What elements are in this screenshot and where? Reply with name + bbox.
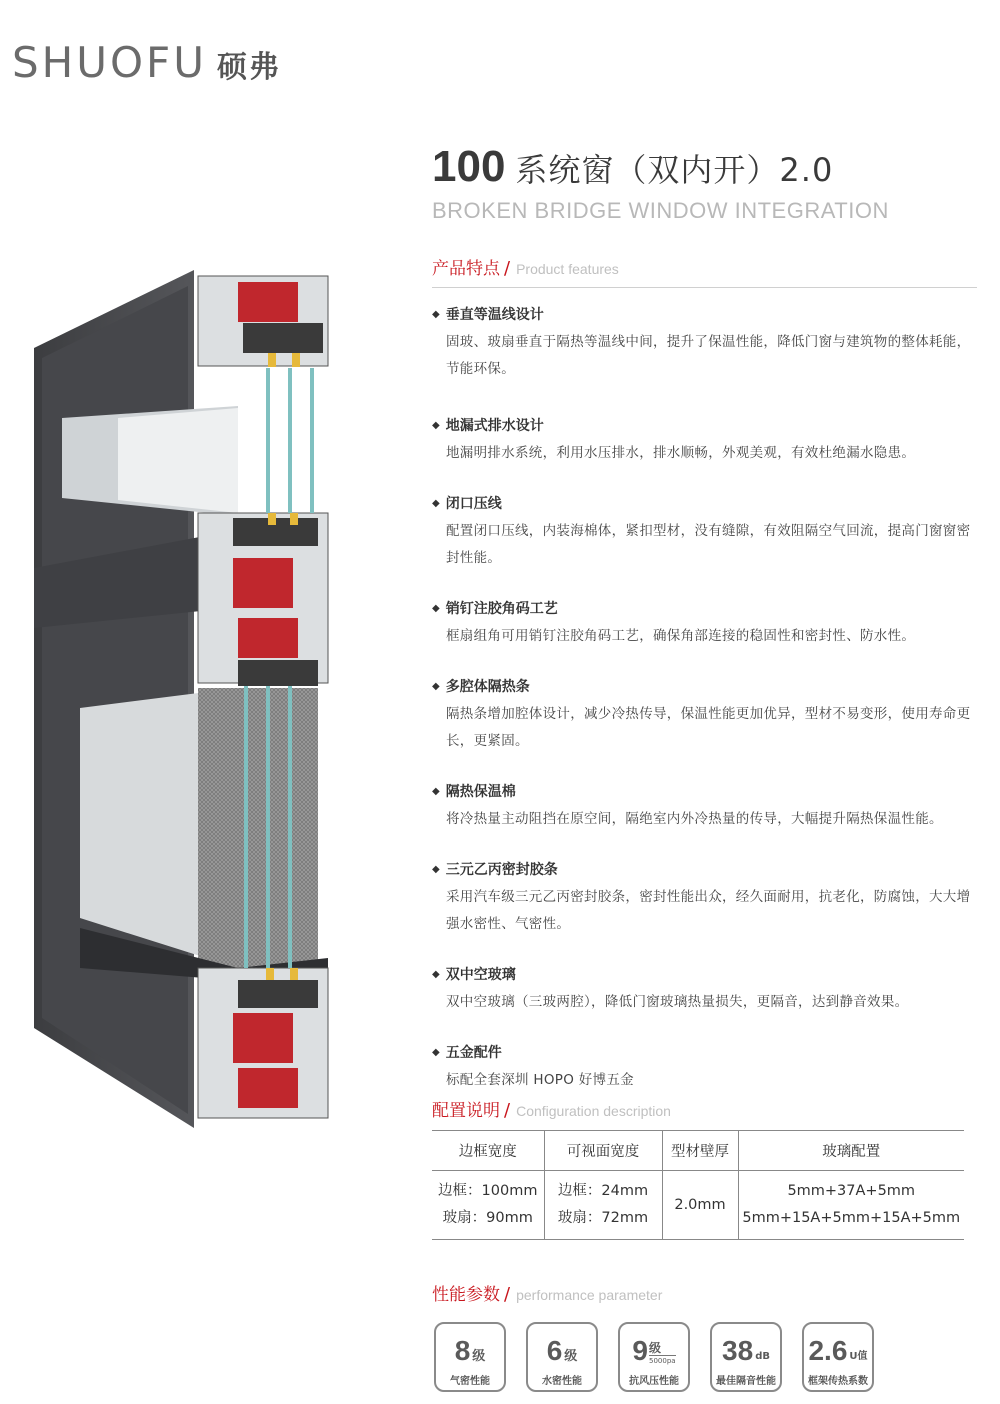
feature-desc: 将冷热量主动阻挡在原空间，隔绝室内外冷热量的传导，大幅提升隔热保温性能。: [446, 811, 943, 827]
badge-value: 6: [546, 1335, 563, 1366]
features-heading-en: Product features: [516, 261, 619, 277]
badge-label: 框架传热系数: [808, 1376, 868, 1387]
product-subtitle: BROKEN BRIDGE WINDOW INTEGRATION: [432, 198, 889, 223]
badge-unit-top: 级: [649, 1341, 662, 1355]
feature-item: [432, 304, 980, 383]
window-profile-illustration: [28, 268, 358, 1130]
feature-title: 地漏式排水设计: [445, 418, 544, 434]
table-cell: [432, 1171, 544, 1240]
feature-item: [432, 964, 980, 1016]
config-table: [432, 1130, 964, 1240]
badge-label: 气密性能: [450, 1376, 490, 1387]
cell-line: 玻扇：72mm: [557, 1210, 649, 1226]
feature-desc: 固玻、玻扇垂直于隔热等温线中间，提升了保温性能，降低门窗与建筑物的整体耗能，节能环保。: [446, 334, 971, 377]
feature-desc: 标配全套深圳 HOPO 好博五金: [446, 1072, 634, 1088]
badge-value: 2.6: [808, 1335, 848, 1366]
perf-heading: [432, 1280, 977, 1313]
badge-unit: dB: [755, 1351, 770, 1362]
profile-section-mid: [198, 513, 328, 686]
diamond-bullet-icon: ◆: [432, 863, 440, 875]
brand-name-cn: 硕弗: [216, 50, 281, 85]
product-title-block: [432, 142, 889, 224]
feature-item: [432, 781, 980, 833]
badge-unit: 级: [472, 1349, 486, 1364]
cell-line: 5mm+37A+5mm: [787, 1183, 916, 1199]
table-header-row: [432, 1131, 964, 1171]
feature-desc: 地漏明排水系统，利用水压排水，排水顺畅，外观美观，有效杜绝漏水隐患。: [446, 445, 916, 461]
feature-list: [432, 304, 980, 1094]
feature-title: 五金配件: [445, 1045, 502, 1061]
feature-title: 三元乙丙密封胶条: [445, 862, 558, 878]
config-heading: [432, 1096, 977, 1129]
badge-label: 最佳隔音性能: [716, 1376, 776, 1387]
feature-item: [432, 415, 980, 467]
badge-airtightness: [434, 1322, 506, 1392]
feature-item: [432, 676, 980, 755]
badge-value: 9: [632, 1335, 648, 1366]
feature-desc: 隔热条增加腔体设计，减少冷热传导，保温性能更加优异，型材不易变形，使用寿命更长，更紧固。: [446, 706, 971, 749]
badge-label: 抗风压性能: [629, 1376, 679, 1387]
profile-section-bottom: [198, 968, 328, 1118]
feature-desc: 采用汽车级三元乙丙密封胶条，密封性能出众，经久面耐用，抗老化，防腐蚀，大大增强水密性、气密性。: [446, 889, 971, 932]
badge-value: 38: [722, 1335, 754, 1366]
badge-watertightness: [526, 1322, 598, 1392]
profile-section-top: [198, 276, 328, 367]
brand-name-en: SHUOFU: [12, 38, 207, 87]
feature-desc: 框扇组角可用销钉注胶角码工艺，确保角部连接的稳固性和密封性、防水性。: [446, 628, 916, 644]
table-row: [432, 1171, 964, 1240]
product-title-number: 100: [432, 142, 506, 191]
diamond-bullet-icon: ◆: [432, 785, 440, 797]
diamond-bullet-icon: ◆: [432, 602, 440, 614]
cell-line: 边框：24mm: [557, 1183, 649, 1199]
product-title-cn: 系统窗（双内开）2.0: [515, 151, 834, 189]
features-heading-cn: 产品特点: [432, 259, 500, 279]
badge-label: 水密性能: [542, 1376, 582, 1387]
diamond-bullet-icon: ◆: [432, 968, 440, 980]
brand-logo: [12, 38, 281, 87]
table-header: 边框宽度: [432, 1131, 544, 1171]
table-header: 玻璃配置: [738, 1131, 964, 1171]
badge-wind-pressure: [618, 1322, 690, 1392]
feature-item: [432, 859, 980, 938]
feature-title: 垂直等温线设计: [445, 307, 544, 323]
heading-slash: /: [504, 258, 511, 279]
heading-slash: /: [504, 1100, 511, 1121]
table-cell: [544, 1171, 662, 1240]
feature-title: 双中空玻璃: [445, 967, 516, 983]
diamond-bullet-icon: ◆: [432, 419, 440, 431]
feature-item: [432, 1042, 980, 1094]
badge-value: 8: [454, 1335, 471, 1366]
diamond-bullet-icon: ◆: [432, 497, 440, 509]
badge-unit-bottom: 5000pa: [649, 1357, 676, 1365]
feature-desc: 双中空玻璃（三玻两腔），降低门窗玻璃热量损失，更隔音，达到静音效果。: [446, 994, 909, 1010]
feature-item: [432, 493, 980, 572]
perf-heading-en: performance parameter: [516, 1287, 663, 1303]
table-header: 型材壁厚: [662, 1131, 738, 1171]
diamond-bullet-icon: ◆: [432, 308, 440, 320]
heading-slash: /: [504, 1284, 511, 1305]
config-heading-en: Configuration description: [516, 1103, 671, 1119]
badge-unit: 级: [564, 1349, 578, 1364]
diamond-bullet-icon: ◆: [432, 680, 440, 692]
feature-title: 闭口压线: [445, 496, 502, 512]
diamond-bullet-icon: ◆: [432, 1046, 440, 1058]
performance-badges: [434, 1322, 894, 1392]
table-cell: [738, 1171, 964, 1240]
cell-line: 玻扇：90mm: [442, 1210, 533, 1226]
feature-title: 多腔体隔热条: [445, 679, 530, 695]
badge-sound-insulation: [710, 1322, 782, 1392]
cell-line: 5mm+15A+5mm+15A+5mm: [742, 1210, 961, 1226]
perf-heading-cn: 性能参数: [432, 1285, 500, 1305]
badge-unit: U值: [849, 1351, 868, 1362]
table-cell: 2.0mm: [662, 1171, 738, 1240]
table-header: 可视面宽度: [544, 1131, 662, 1171]
badge-heat-transfer: [802, 1322, 874, 1392]
features-heading: [432, 254, 977, 288]
cell-line: 边框：100mm: [438, 1183, 538, 1199]
feature-item: [432, 598, 980, 650]
config-heading-cn: 配置说明: [432, 1101, 500, 1121]
product-title: [432, 142, 889, 192]
feature-title: 隔热保温棉: [445, 784, 516, 800]
feature-desc: 配置闭口压线，内装海棉体，紧扣型材，没有缝隙，有效阻隔空气回流，提高门窗窗密封性能。: [446, 523, 971, 566]
feature-title: 销钉注胶角码工艺: [445, 601, 558, 617]
